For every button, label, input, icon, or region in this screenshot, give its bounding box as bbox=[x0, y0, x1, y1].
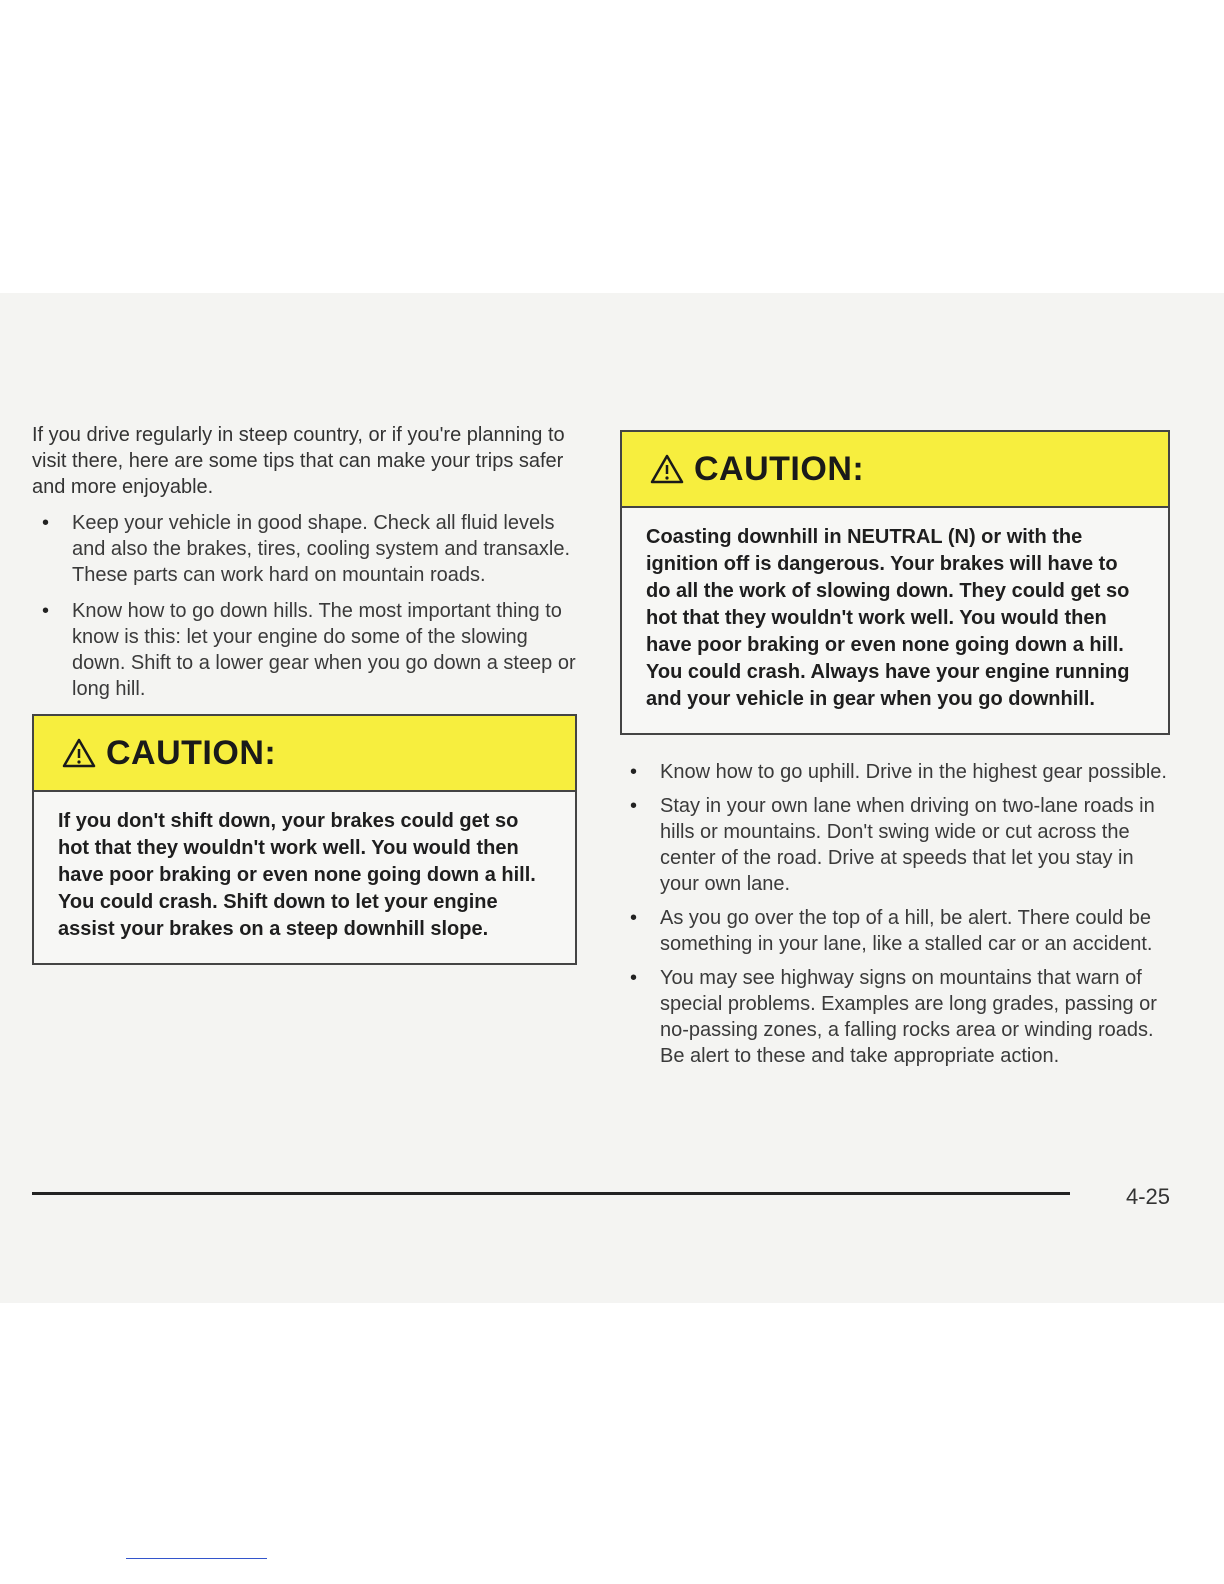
caution-header bbox=[34, 716, 575, 792]
caution-header bbox=[622, 432, 1168, 508]
caution-title: CAUTION: bbox=[694, 449, 865, 488]
left-column bbox=[32, 422, 577, 965]
list-item: • Stay in your own lane when driving on two-lane roads in hills or mountains. Don't swing wide or cut across the center of the road. Drive at speeds that let you stay in your own lane. bbox=[620, 793, 1170, 897]
list-item: • Know how to go uphill. Drive in the highest gear possible. bbox=[620, 759, 1170, 785]
right-bullet-list bbox=[620, 759, 1170, 1069]
caution-text: If you don't shift down, your brakes could get so hot that they wouldn't work well. You would then have poor braking or even none going down a hill. You could crash. Shift down to let your engine assist your brakes on a steep downhill slope. bbox=[58, 810, 536, 940]
left-bullet-list bbox=[32, 510, 577, 702]
caution-title: CAUTION: bbox=[106, 733, 277, 772]
list-item: • Keep your vehicle in good shape. Check all fluid levels and also the brakes, tires, cooling system and transaxle. These parts can work hard on mountain roads. bbox=[32, 510, 577, 588]
page-number: 4-25 bbox=[1126, 1184, 1171, 1209]
caution-text: Coasting downhill in NEUTRAL (N) or with the ignition off is dangerous. Your brakes will have to do all the work of slowing down. They could get so hot that they wouldn't work well. You would then have poor braking or even none going down a hill. You could crash. Always have your engine running and your vehicle in gear when you go downhill. bbox=[646, 526, 1130, 710]
right-column bbox=[620, 430, 1170, 1077]
intro-paragraph: If you drive regularly in steep country, or if you're planning to visit there, here are some tips that can make your trips safer and more enjoyable. bbox=[32, 424, 565, 498]
list-item: • As you go over the top of a hill, be alert. There could be something in your lane, like a stalled car or an accident. bbox=[620, 905, 1170, 957]
footer-divider bbox=[32, 1192, 1070, 1195]
caution-box-coasting bbox=[620, 430, 1170, 735]
list-item: • Know how to go down hills. The most important thing to know is this: let your engine do some of the slowing down. Shift to a lower gear when you go down a steep or long hill. bbox=[32, 598, 577, 702]
warning-triangle-icon bbox=[62, 738, 96, 768]
caution-box-shift-down bbox=[32, 714, 577, 965]
list-item: • You may see highway signs on mountains that warn of special problems. Examples are long grades, passing or no-passing zones, a falling rocks area or winding roads. Be alert to these and take appropriate action. bbox=[620, 965, 1170, 1069]
link-underline bbox=[126, 1558, 267, 1559]
warning-triangle-icon bbox=[650, 454, 684, 484]
